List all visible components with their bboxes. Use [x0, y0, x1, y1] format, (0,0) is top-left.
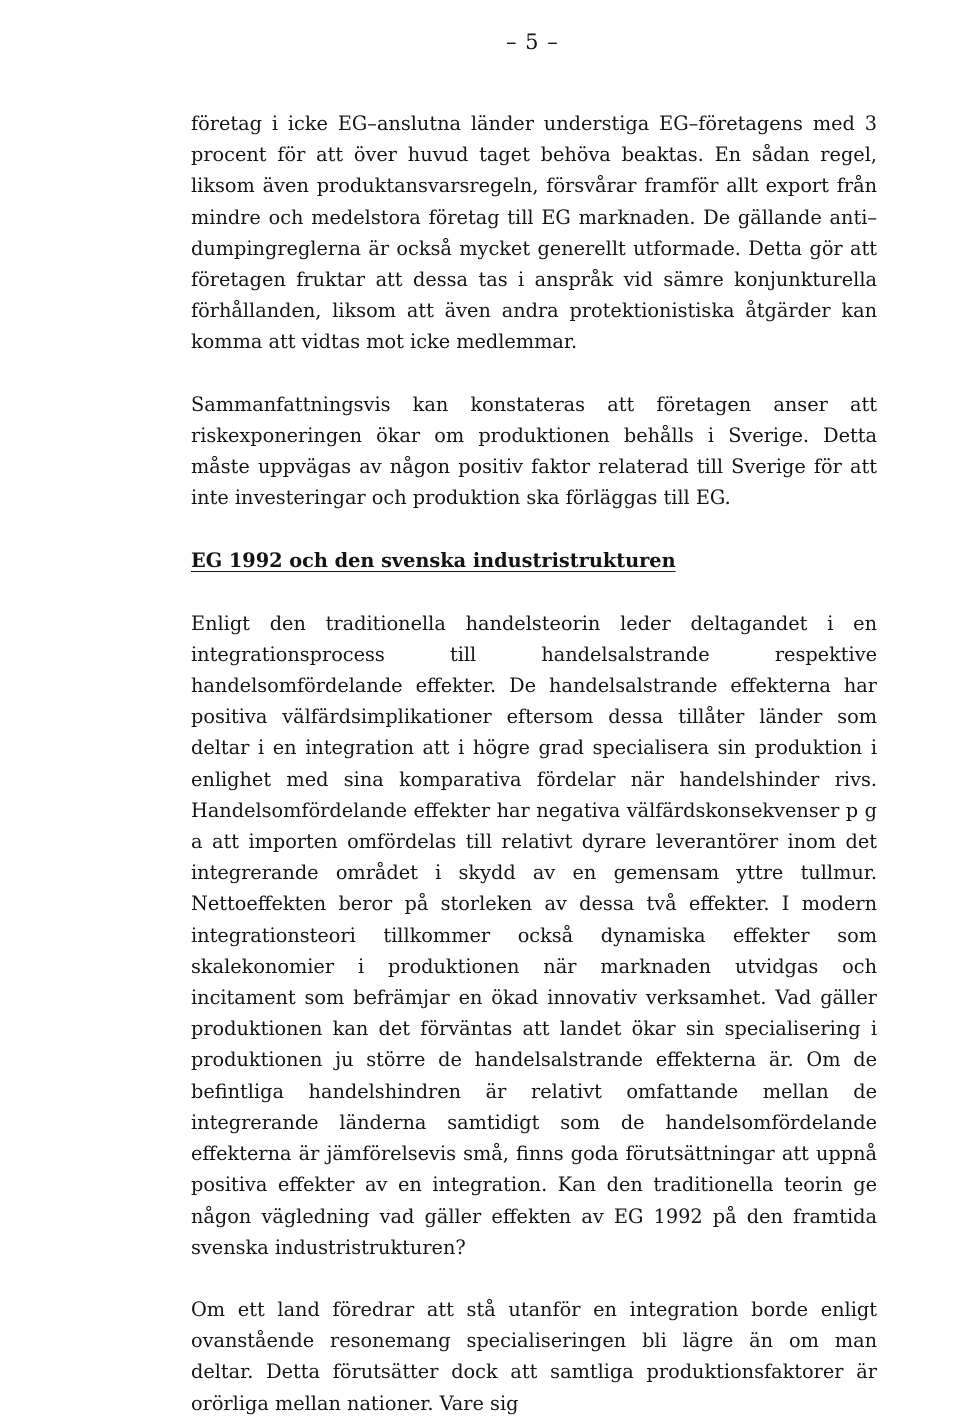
- page-number: – 5 –: [506, 30, 559, 54]
- body-paragraph: företag i icke EG–anslutna länder understiga EG–företagens med 3 procent för att över huvud taget behöva beaktas. En sådan regel, liksom även produktansvarsregeln, försvårar framför allt export från mindre och medelstora företag till EG marknaden. De gällande anti–dumpingreglerna är också mycket generellt utformade. Detta gör att företagen fruktar att dessa tas i anspråk vid sämre konjunkturella förhållanden, liksom att även andra protektionistiska åtgärder kan komma att vidtas mot icke medlemmar.: [191, 112, 877, 354]
- section-heading: EG 1992 och den svenska industristrukturen: [191, 549, 676, 573]
- body-paragraph: Om ett land föredrar att stå utanför en integration borde enligt ovanstående resonemang specialiseringen bli lägre än om man deltar. Detta förutsätter dock att samtliga produktionsfaktorer är orörliga mellan nationer. Vare sig: [191, 1297, 877, 1415]
- body-paragraph: Enligt den traditionella handelsteorin leder deltagandet i en integrationsprocess till handelsalstrande respektive handelsomfördelande effekter. De handelsalstrande effekterna har positiva välfärdsimplikationer eftersom dessa tillåter länder som deltar i en integration att i högre grad specialisera sin produktion i enlighet med sina komparativa fördelar när handelshinder rivs. Handelsomfördelande effekter har negativa välfärdskonsekvenser p g a att importen omfördelas till relativt dyrare leverantörer inom det integrerande området i skydd av en gemensam yttre tullmur. Nettoeffekten beror på storleken av dessa två effekter. I modern integrationsteori tillkommer också dynamiska effekter som skalekonomier i produktionen när marknaden utvidgas och incitament som befrämjar en ökad innovativ verksamhet. Vad gäller produktionen kan det förväntas att landet ökar sin specialisering i produktionen ju större de handelsalstrande effekterna är. Om de befintliga handelshindren är relativt omfattande mellan de integrerande länderna samtidigt som de handelsomfördelande effekterna är jämförelsevis små, finns goda förutsättningar att uppnå positiva effekter av en integration. Kan den traditionella teorin ge någon vägledning vad gäller effekten av EG 1992 på den framtida svenska industristrukturen?: [191, 611, 877, 1259]
- document-body: [191, 108, 877, 1419]
- body-paragraph: Sammanfattningsvis kan konstateras att företagen anser att riskexponeringen ökar om produktionen behålls i Sverige. Detta måste uppvägas av någon positiv faktor relaterad till Sverige för att inte investeringar och produktion ska förläggas till EG.: [191, 392, 877, 510]
